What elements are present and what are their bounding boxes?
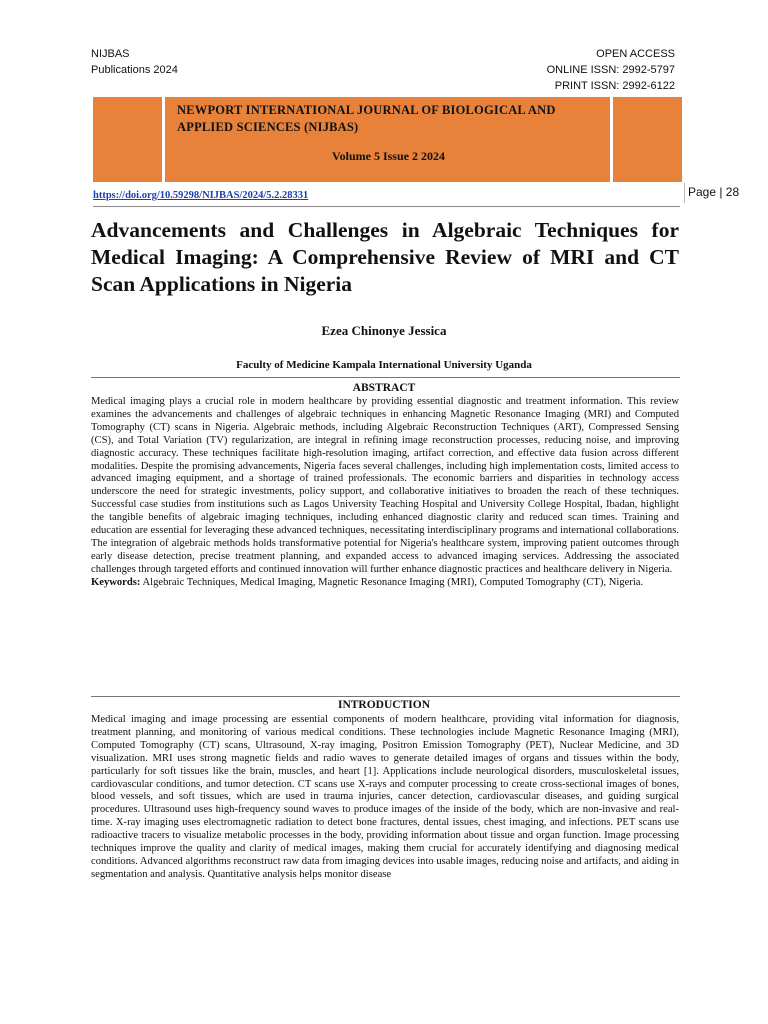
print-issn: PRINT ISSN: 2992-6122 [554,80,675,92]
article-title: Advancements and Challenges in Algebraic Techniques for Medical Imaging: A Comprehensive Review of MRI and CT Scan Applications in Nigeria [91,218,679,296]
author-affiliation: Faculty of Medicine Kampala International University Uganda [236,359,532,371]
abstract-text: Medical imaging plays a crucial role in modern healthcare by providing essential diagnostic and treatment information. This review examines the advancements and challenges of algebraic techniques in enhancing Magnetic Resonance Imaging (MRI) and Computed Tomography (CT) scans in Nigeria. Algebraic methods, including Algebraic Reconstruction Techniques (ART), Compressed Sensing (CS), and Total Variation (TV) regularization, are integral in refining image reconstruction processes, reducing noise, and improving diagnostic accuracy. These techniques facilitate high-resolution imaging, artifact correction, and effective data fusion across different modalities. Despite the promising advancements, Nigeria faces several challenges, including high implementation costs, limited access to advanced imaging equipment, and a shortage of trained professionals. The economic barriers and disparities in technology access underscore the need for strategic investments, policy support, and collaborative initiatives to broaden the reach of these techniques. Successful case studies from institutions such as Lagos University Teaching Hospital and University College Hospital, Ibadan, highlight the tangible benefits of algebraic imaging techniques, including enhanced diagnostic clarity and reduced scan times. Training and education are essential for leveraging these advanced techniques, necessitating interdisciplinary programs and international collaborations. The integration of algebraic methods holds transformative potential for Nigeria's healthcare system, improving patient outcomes through early disease detection, precise treatment planning, and expanded access to advanced imaging services. Addressing the associated challenges through targeted efforts and continued innovation will further enhance diagnostic practices and healthcare delivery in Nigeria. [91,396,679,575]
doi-divider [93,206,680,207]
journal-abbrev: NIJBAS [91,48,130,60]
banner-right-block [613,97,682,182]
page-number: Page | 28 [688,185,740,199]
abstract-heading: ABSTRACT [352,382,416,394]
banner-left-block [93,97,162,182]
keywords-line [91,577,679,590]
intro-top-rule [91,696,680,697]
volume-issue: Volume 5 Issue 2 2024 [332,149,445,163]
introduction-body: Medical imaging and image processing are essential components of modern healthcare, providing vital information for diagnosis, treatment planning, and monitoring of various medical conditions. These technologies include Magnetic Resonance Imaging (MRI), Computed Tomography (CT) scans, Ultrasound, X-ray imaging, Positron Emission Tomography (PET), Nuclear Medicine, and 3D visualization. MRI uses strong magnetic fields and radio waves to generate detailed images of organs and tissues within the body, particularly for soft tissues like the brain, muscles, and heart [1]. Applications include neurological disorders, musculoskeletal issues, cardiovascular conditions, and tumor detection. CT scans use X-rays and computer processing to create cross-sectional images of bones, blood vessels, and soft tissues, which are used in trauma injuries, cancer detection, cardiovascular diseases, and guiding surgical procedures. Ultrasound uses high-frequency sound waves to produce images of the inside of the body, which are non-invasive and real-time. X-ray imaging uses electromagnetic radiation to detect bone fractures, dental issues, chest imaging, and infections. PET scans use radioactive tracers to visualize metabolic processes in the body, providing information about tissue and organ function. Image processing techniques improve the quality and clarity of medical images, making them crucial for accurately identifying and diagnosing medical conditions. Advanced algorithms reconstruct raw data from imaging devices into usable images, reducing noise and artifacts, and aiding in segmentation and analysis. Quantitative analysis helps monitor disease [91,714,679,880]
online-issn: ONLINE ISSN: 2992-5797 [546,64,675,76]
journal-banner [93,97,682,182]
journal-title: NEWPORT INTERNATIONAL JOURNAL OF BIOLOGICAL AND APPLIED SCIENCES (NIJBAS) [177,103,556,134]
header-left [91,46,178,78]
abstract-body [91,396,679,590]
keywords-text: Algebraic Techniques, Medical Imaging, Magnetic Resonance Imaging (MRI), Computed Tomography (CT), Nigeria. [142,576,644,588]
keywords-label: Keywords: [91,576,141,588]
introduction-heading: INTRODUCTION [337,699,430,711]
publication-year: Publications 2024 [91,64,178,76]
doi-link[interactable]: https://doi.org/10.59298/NIJBAS/2024/5.2.28331 [93,190,309,201]
author-name: Ezea Chinonye Jessica [321,323,447,338]
header-right [547,46,675,94]
open-access-label: OPEN ACCESS [596,48,675,60]
page-divider [684,183,685,203]
banner-center [165,97,610,182]
abstract-top-rule [91,377,680,378]
